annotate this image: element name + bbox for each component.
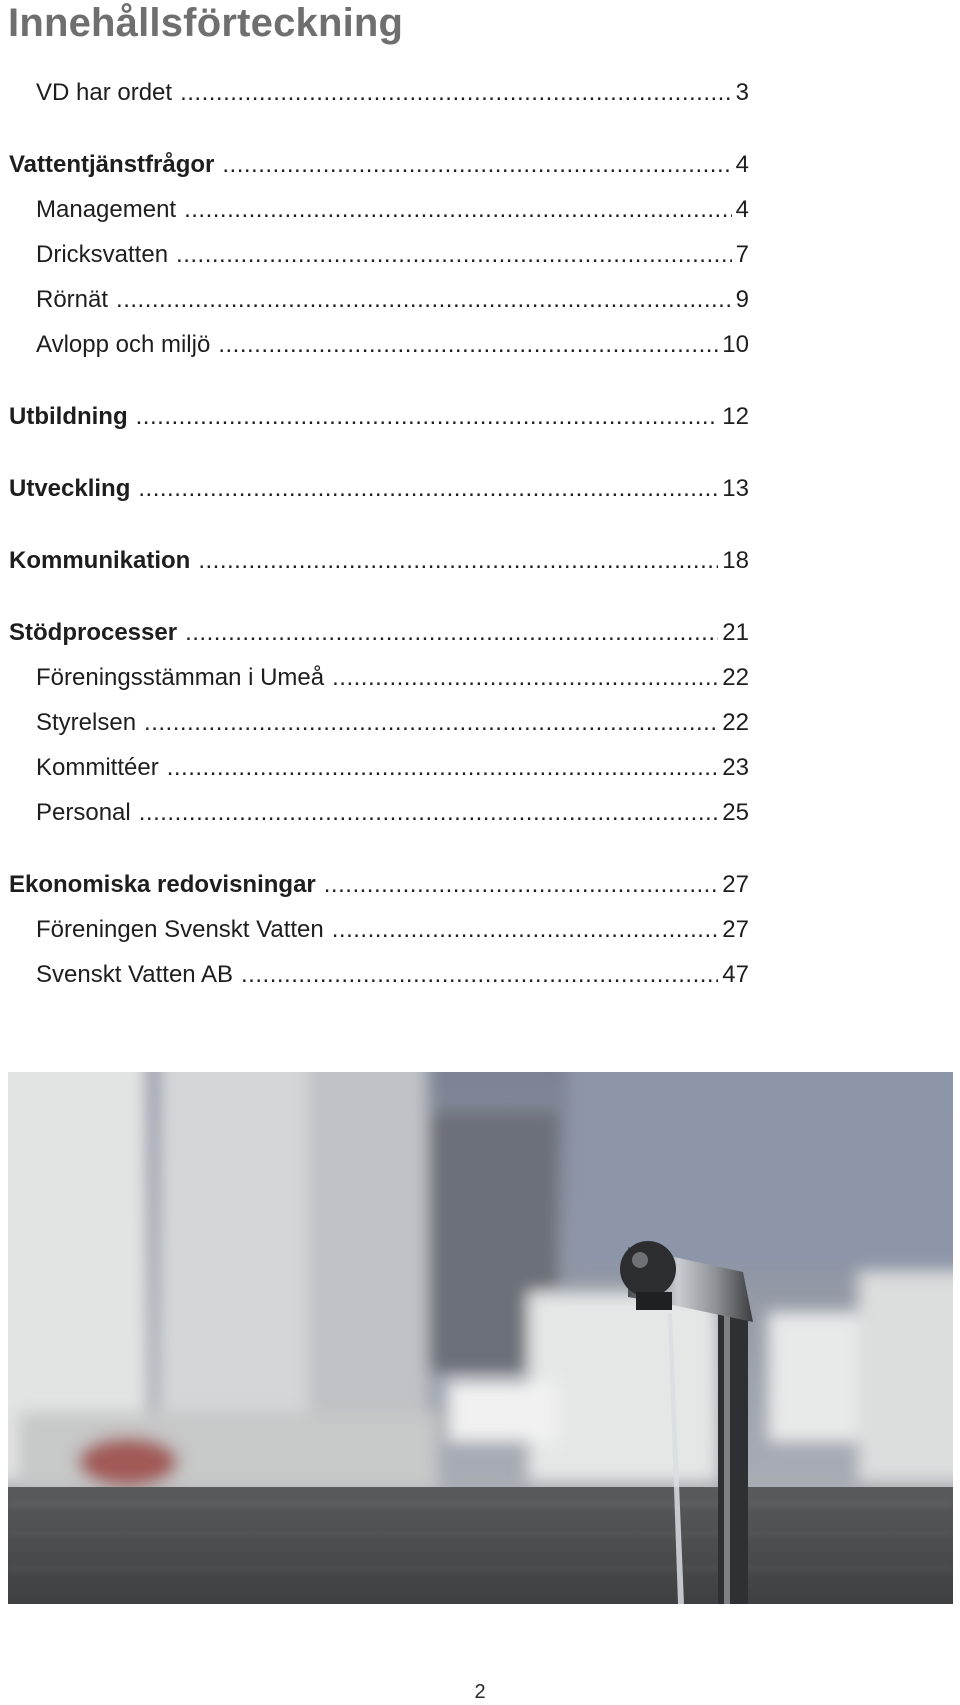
toc-entry-page: 27: [722, 871, 749, 898]
toc-entry[interactable]: [9, 472, 749, 506]
toc-entry[interactable]: [9, 544, 749, 578]
toc-entry[interactable]: [36, 796, 749, 830]
toc-entry[interactable]: [9, 868, 749, 902]
toc-entry-label: Management: [36, 196, 177, 223]
toc-dot-leader: [198, 544, 718, 578]
toc-dot-leader: [324, 868, 719, 902]
toc-entry-page: 25: [722, 799, 749, 826]
toc-entry-page: 21: [722, 619, 749, 646]
toc-entry-page: 4: [735, 196, 749, 223]
page-number: 2: [474, 1681, 486, 1703]
toc-entry[interactable]: [36, 751, 749, 785]
toc-entry-label: Utveckling: [9, 475, 131, 502]
toc-entry-label: Utbildning: [9, 403, 128, 430]
toc-dot-leader: [176, 238, 732, 272]
toc-entry-label: Vattentjänstfrågor: [9, 151, 215, 178]
toc-dot-leader: [136, 400, 719, 434]
water-tap-photo-illustration: [8, 1072, 953, 1604]
toc-dot-leader: [241, 958, 718, 992]
toc-dot-leader: [167, 751, 719, 785]
toc-entry-label: Föreningsstämman i Umeå: [36, 664, 325, 691]
toc-dot-leader: [184, 193, 732, 227]
toc-dot-leader: [332, 661, 718, 695]
toc-entry-page: 3: [735, 79, 749, 106]
toc-entry[interactable]: [36, 328, 749, 362]
toc-entry-page: 12: [722, 403, 749, 430]
toc-dot-leader: [139, 796, 719, 830]
toc-entry-label: Kommittéer: [36, 754, 159, 781]
toc-entry-page: 47: [722, 961, 749, 988]
toc-entry-label: Personal: [36, 799, 131, 826]
toc-entry[interactable]: [36, 913, 749, 947]
toc-dot-leader: [180, 76, 732, 110]
toc-entry-page: 18: [722, 547, 749, 574]
toc-entry[interactable]: [36, 661, 749, 695]
toc-dot-leader: [138, 472, 718, 506]
toc-entry-page: 13: [722, 475, 749, 502]
toc-entry[interactable]: [9, 616, 749, 650]
toc-entry-label: Ekonomiska redovisningar: [9, 871, 316, 898]
toc-entry-label: Dricksvatten: [36, 241, 169, 268]
toc-entry-label: Avlopp och miljö: [36, 331, 211, 358]
toc-entry[interactable]: [9, 148, 749, 182]
toc-entry[interactable]: [36, 706, 749, 740]
toc-entry[interactable]: [36, 283, 749, 317]
toc-entry[interactable]: [36, 958, 749, 992]
toc-entry-label: Stödprocesser: [9, 619, 178, 646]
toc-entry[interactable]: [36, 238, 749, 272]
toc-dot-leader: [185, 616, 718, 650]
toc-dot-leader: [222, 148, 731, 182]
toc-entry-page: 22: [722, 709, 749, 736]
toc-entry[interactable]: [36, 76, 749, 110]
page-title: Innehållsförteckning: [8, 1, 404, 45]
toc-entry[interactable]: [36, 193, 749, 227]
toc-entry-label: Svenskt Vatten AB: [36, 961, 234, 988]
toc-entry-page: 22: [722, 664, 749, 691]
toc-entry-label: VD har ordet: [36, 79, 173, 106]
toc-dot-leader: [116, 283, 732, 317]
water-tap-photo: [8, 1072, 953, 1604]
toc-entry[interactable]: [9, 400, 749, 434]
toc-entry-label: Rörnät: [36, 286, 109, 313]
toc-entry-page: 23: [722, 754, 749, 781]
toc-entry-label: Styrelsen: [36, 709, 137, 736]
toc-entry-label: Föreningen Svenskt Vatten: [36, 916, 324, 943]
toc-entry-page: 9: [735, 286, 749, 313]
toc-dot-leader: [218, 328, 718, 362]
toc-entry-page: 7: [735, 241, 749, 268]
toc-entry-page: 4: [735, 151, 749, 178]
toc-entry-label: Kommunikation: [9, 547, 191, 574]
toc-dot-leader: [144, 706, 718, 740]
toc-entry-page: 27: [722, 916, 749, 943]
toc-dot-leader: [332, 913, 719, 947]
toc-entry-page: 10: [722, 331, 749, 358]
